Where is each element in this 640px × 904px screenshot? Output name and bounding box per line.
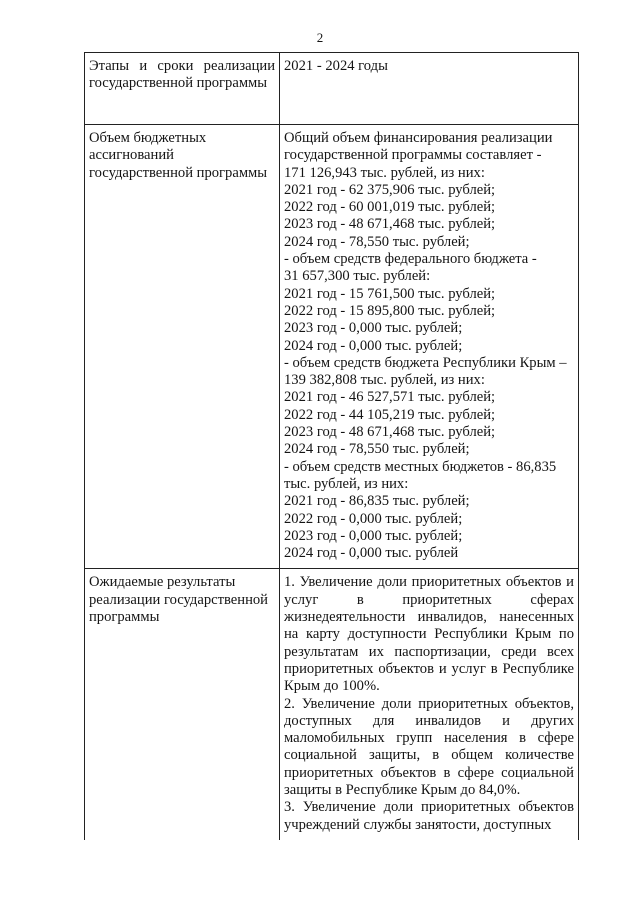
value-line: 171 126,943 тыс. рублей, из них: (284, 164, 485, 181)
value-line: 2021 год - 62 375,906 тыс. рублей; (284, 181, 496, 198)
value-line: 2023 год - 48 671,468 тыс. рублей; (284, 424, 496, 441)
value-line: 2024 год - 78,550 тыс. рублей; (284, 441, 470, 458)
value-line: 2022 год - 60 001,019 тыс. рублей; (284, 199, 496, 216)
value-line: 2024 год - 78,550 тыс. рублей; (284, 233, 470, 250)
value-line: 2021 - 2024 годы (284, 58, 388, 74)
row-label-stages: Этапы и сроки реализации государственной программы (85, 53, 280, 125)
value-line: Общий объем финансирования реализации (284, 130, 553, 146)
value-line: - объем средств бюджета Республики Крым – (284, 354, 567, 371)
page-number: 2 (316, 30, 324, 45)
result-paragraph: 1. Увеличение доли приоритетных объектов и услуг в приоритетных сферах жизнедеятельности инвалидов, нанесенных на карту доступности Республики Крым по результатам их паспортизации, среди всех приоритетных объектов и услуг в Республике Крым до 100%. (284, 574, 574, 695)
value-line: 2023 год - 48 671,468 тыс. рублей; (284, 216, 496, 233)
value-line: тыс. рублей, из них: (284, 475, 409, 492)
table-row (85, 569, 579, 840)
row-value-stages (280, 53, 579, 125)
table-row (85, 125, 579, 569)
value-line: 2022 год - 15 895,800 тыс. рублей; (284, 302, 496, 319)
value-line: 2024 год - 0,000 тыс. рублей; (284, 337, 463, 354)
result-paragraph: 3. Увеличение доли приоритетных объектов учреждений службы занятости, доступных (284, 799, 574, 833)
row-value-budget (280, 125, 579, 569)
row-value-results (280, 569, 579, 840)
value-line: 139 382,808 тыс. рублей, из них: (284, 372, 485, 389)
result-paragraph: 2. Увеличение доли приоритетных объектов, доступных для инвалидов и других маломобильных групп населения в сфере социальной защиты, в общем количестве приоритетных объектов в сфере социальной защиты в Республике Крым до 84,0%. (284, 695, 574, 798)
table-row (85, 53, 579, 125)
row-label-budget: Объем бюджетных ассигнований государственной программы (85, 125, 280, 569)
row-label-results: Ожидаемые результаты реализации государственной программы (85, 569, 280, 840)
value-line: 2023 год - 0,000 тыс. рублей; (284, 320, 463, 337)
value-line: - объем средств федерального бюджета - (284, 251, 537, 268)
value-line: 2021 год - 15 761,500 тыс. рублей; (284, 285, 496, 302)
value-line: 2022 год - 44 105,219 тыс. рублей; (284, 406, 496, 423)
value-line: - объем средств местных бюджетов - 86,835 (284, 458, 557, 475)
program-passport-table (84, 52, 579, 840)
value-line: государственной программы составляет - (284, 147, 542, 164)
value-line: 2023 год - 0,000 тыс. рублей; (284, 527, 463, 544)
value-line: 2024 год - 0,000 тыс. рублей (284, 545, 459, 562)
value-line: 31 657,300 тыс. рублей: (284, 268, 431, 285)
value-line: 2021 год - 46 527,571 тыс. рублей; (284, 389, 496, 406)
value-line: 2021 год - 86,835 тыс. рублей; (284, 493, 470, 510)
value-line: 2022 год - 0,000 тыс. рублей; (284, 510, 463, 527)
